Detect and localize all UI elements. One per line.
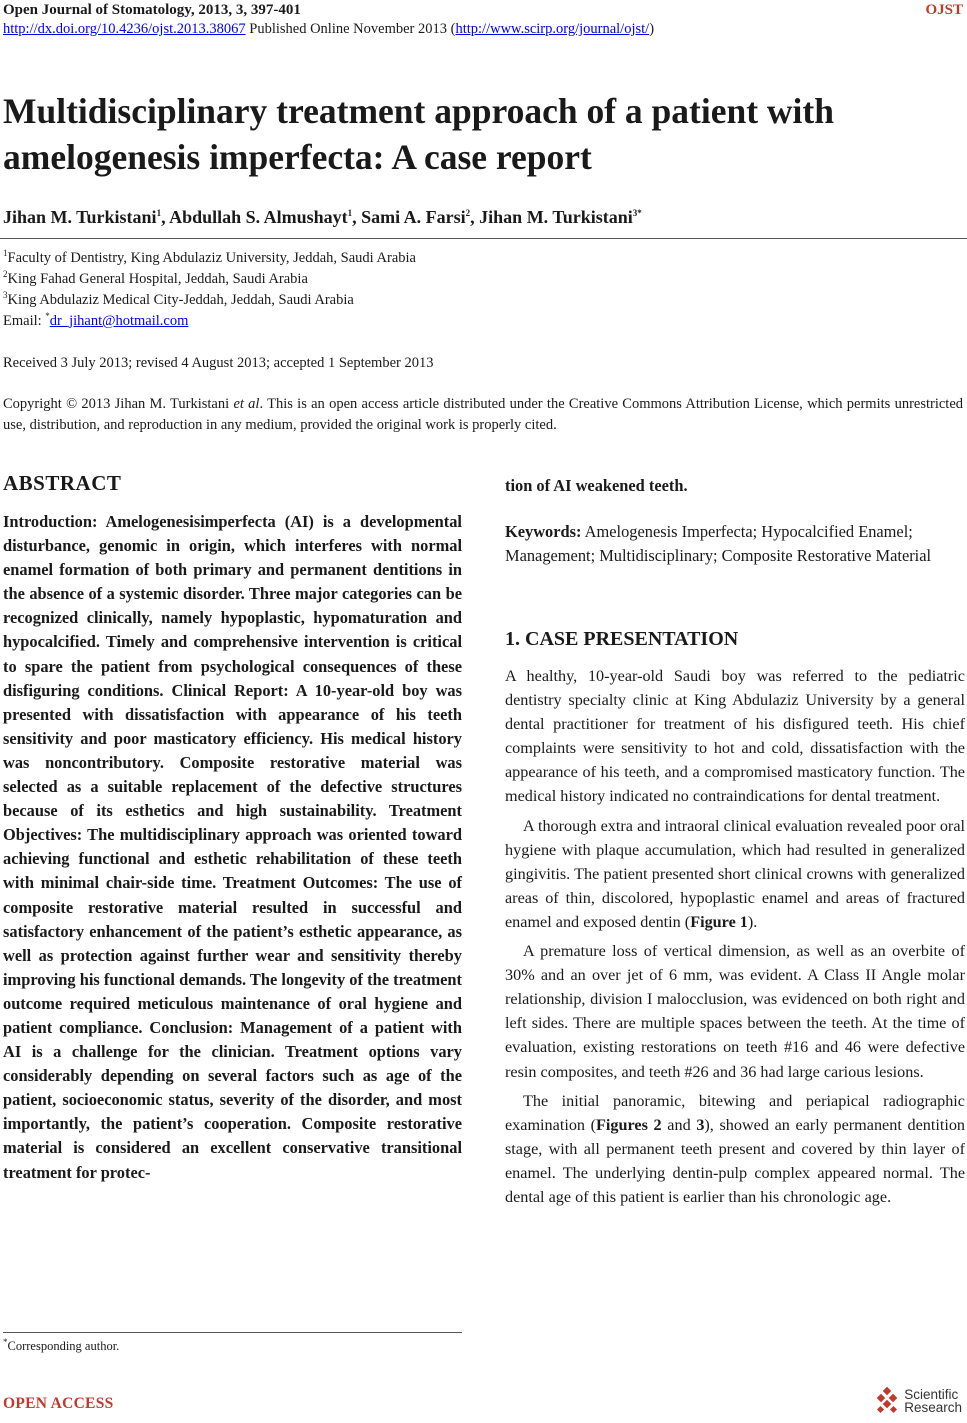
section-heading: 1. CASE PRESENTATION: [505, 628, 739, 650]
author-separator: ,: [470, 207, 480, 227]
affiliation-text: Faculty of Dentistry, King Abdulaziz University, Jeddah, Saudi Arabia: [7, 250, 416, 266]
scientific-research-logo: [875, 1387, 962, 1415]
paragraph: [505, 814, 965, 934]
paper-title: Multidisciplinary treatment approach of a patient with amelogenesis imperfecta: A case report: [3, 91, 834, 177]
scientific-research-logo-icon: [875, 1387, 901, 1415]
open-access-label: OPEN ACCESS: [3, 1395, 114, 1412]
paragraph: [505, 1089, 965, 1209]
copyright-text: Copyright © 2013 Jihan M. Turkistani: [3, 396, 234, 412]
section-body: [505, 664, 965, 1214]
logo-text-line: Scientific: [904, 1387, 959, 1402]
paragraph: A premature loss of vertical dimension, as well as an overbite of 30% and an over jet of 6 mm, was evident. A Class II Angle molar relationship, division I malocclusion, was evidenced on both right and left sides. There are multiple spaces between the teeth. At the time of evaluation, existing restorations on teeth #16 and 46 were defective resin composites, and teeth #26 and 36 had large carious lesions.: [505, 942, 965, 1081]
copyright-notice: [3, 394, 963, 436]
affiliation-line: [3, 290, 354, 310]
journal-citation: Open Journal of Stomatology, 2013, 3, 397-401: [3, 2, 301, 18]
email-mark: *: [45, 311, 50, 322]
abstract-continuation: tion of AI weakened teeth.: [505, 476, 688, 495]
journal-tag: OJST: [925, 2, 963, 18]
author-affiliation-mark: 1: [156, 208, 162, 218]
paragraph-text: ), showed an early permanent dentition stage, with all permanent teeth present and covered by thin layer of enamel. The underlying dentin-pulp complex appeared normal. The dental age of this patient is earlier than his chronologic age.: [505, 1115, 966, 1206]
keywords-text: Amelogenesis Imperfecta; Hypocalcified Enamel; Management; Multidisciplinary; Composite Restorative Material: [505, 522, 932, 565]
affiliation-line: [3, 248, 416, 268]
abstract-heading: ABSTRACT: [3, 471, 122, 495]
figure-3-link[interactable]: 3: [696, 1115, 705, 1134]
keywords-label: Keywords:: [505, 522, 582, 541]
logo-text: [904, 1388, 962, 1414]
doi-link[interactable]: http://dx.doi.org/10.4236/ojst.2013.38067: [3, 21, 246, 37]
affiliation-mark: 3: [3, 290, 8, 301]
affiliation-line: [3, 269, 308, 289]
email-line: [3, 311, 188, 331]
author-separator: ,: [161, 207, 170, 227]
email-label: Email:: [3, 313, 46, 329]
affiliation-mark: 2: [3, 269, 8, 280]
footnote: [3, 1338, 119, 1354]
footnote-text: Corresponding author.: [7, 1339, 120, 1353]
header-divider: [0, 238, 967, 239]
footnote-mark: *: [3, 1336, 8, 1347]
keywords: [505, 520, 964, 568]
email-link[interactable]: dr_jihant@hotmail.com: [49, 313, 189, 329]
author-name: Sami A. Farsi: [361, 207, 466, 227]
figure-1-link[interactable]: Figure 1: [690, 912, 748, 931]
affiliation-text: King Fahad General Hospital, Jeddah, Saudi Arabia: [7, 271, 308, 287]
author-list: [3, 205, 642, 229]
doi-line: [3, 20, 654, 39]
footnote-divider: [3, 1332, 462, 1333]
author-name: Jihan M. Turkistani: [479, 207, 633, 227]
paragraph-text: ).: [747, 912, 758, 931]
journal-link[interactable]: http://www.scirp.org/journal/ojst/: [455, 21, 650, 37]
author-name: Jihan M. Turkistani: [3, 207, 157, 227]
author-affiliation-mark: 1: [347, 208, 353, 218]
close-paren: ): [649, 21, 655, 37]
author-affiliation-mark: 2: [465, 208, 471, 218]
paragraph-text: The initial panoramic, bitewing and periapical radiographic examination (: [505, 1091, 965, 1134]
author-separator: ,: [352, 207, 362, 227]
affiliation-text: King Abdulaziz Medical City-Jeddah, Jeddah, Saudi Arabia: [7, 292, 354, 308]
author-name: Abdullah S. Almushayt: [169, 207, 348, 227]
received-dates: Received 3 July 2013; revised 4 August 2013; accepted 1 September 2013: [3, 355, 434, 371]
affiliation-mark: 1: [3, 248, 8, 259]
copyright-etal: et al: [233, 396, 260, 412]
logo-text-line: Research: [904, 1400, 962, 1415]
figure-2-link[interactable]: Figures 2: [596, 1115, 662, 1134]
published-text: Published Online November 2013 (: [245, 21, 456, 37]
author-affiliation-mark: 3*: [632, 208, 642, 218]
copyright-text-rest: . This is an open access article distributed under the Creative Commons Attribution License, which permits unrestricted use, distribution, and reproduction in any medium, provided the original work is properly cited.: [3, 396, 964, 433]
abstract-text: Introduction: Amelogenesisimperfecta (AI) is a developmental disturbance, genomic in origin, which interferes with normal enamel formation of both primary and permanent dentitions in the absence of a systemic disorder. Three major categories can be recognized clinically, namely hypoplastic, hypomaturation and hypocalcified. Timely and comprehensive intervention is critical to spare the patient from psychological consequences of these disfiguring conditions. Clinical Report: A 10-year-old boy was presented with dissatisfaction with appearance of his teeth sensitivity and poor masticatory efficiency. His medical history was noncontributory. Composite restorative material was selected as a suitable replacement of the defective structures because of its esthetics and high sustainability. Treatment Objectives: The multidisciplinary approach was oriented toward achieving functional and esthetic rehabilitation of these teeth with minimal chair-side time. Treatment Outcomes: The use of composite restorative material resulted in successful and satisfactory enhancement of the patient’s esthetic appearance, as well as protection against further wear and sensitivity thereby improving his functional demands. The longevity of the treatment outcome required meticulous maintenance of oral hygiene and patient compliance. Conclusion: Management of a patient with AI is a challenge for the clinician. Treatment options vary considerably depending on several factors such as age of the patient, socioeconomic status, severity of the disorder, and most importantly, the patient’s cooperation. Composite restorative material is considered an excellent conservative transitional treatment for protec-: [3, 512, 462, 1182]
paragraph-text: A thorough extra and intraoral clinical evaluation revealed poor oral hygiene with plaque accumulation, which had resulted in generalized gingivitis. The patient presented short clinical crowns with generalized areas of thin, discolored, hypoplastic enamel and areas of fractured enamel and exposed dentin (: [505, 816, 965, 931]
paragraph-text: and: [661, 1115, 697, 1134]
paragraph: A healthy, 10-year-old Saudi boy was referred to the pediatric dentistry specialty clinic at King Abdulaziz University by a general dental practitioner for treatment of his disfigured teeth. His chief complaints were sensitivity to hot and cold, dissatisfaction with the appearance of his teeth, and a compromised masticatory function. The medical history indicated no contraindications for dental treatment.: [505, 667, 965, 806]
